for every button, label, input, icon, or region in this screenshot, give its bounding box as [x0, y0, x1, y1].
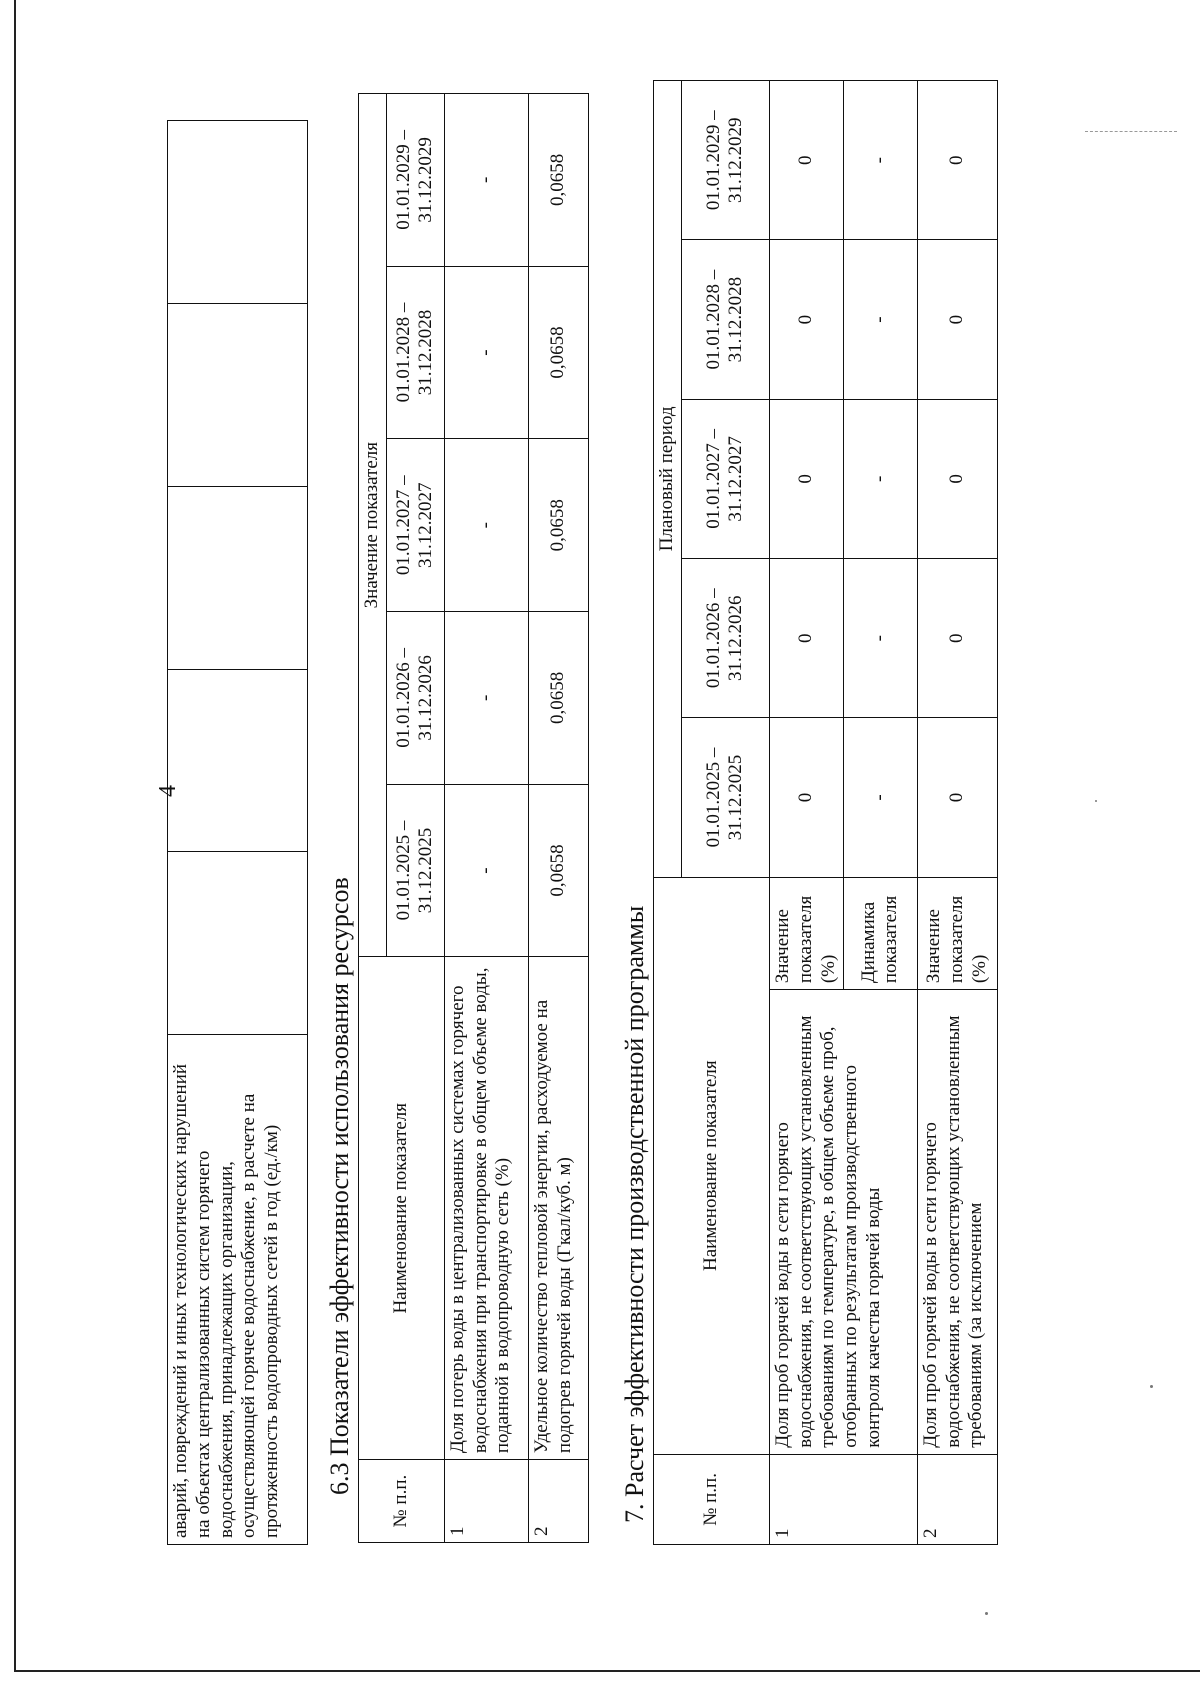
- continuation-text: аварий, повреждений и иных технологических нарушений на объектах централизованных систем горячего водоснабжения, принадлежащих организации, осуществляющей горячее водоснабжение, в расчете на протяженность водопроводных сетей в год (ед./км): [168, 1035, 308, 1545]
- period-header: 01.01.2025 – 31.12.2025: [681, 718, 769, 877]
- value-cell: 0,0658: [528, 266, 588, 439]
- row-number: 1: [769, 1454, 917, 1544]
- value-cell: 0: [769, 559, 843, 718]
- period-header: 01.01.2029 – 31.12.2029: [386, 94, 444, 267]
- rotated-page: [155, 33, 1200, 1545]
- table-row: [769, 81, 843, 1545]
- period-header: 01.01.2026 – 31.12.2026: [681, 559, 769, 718]
- row-name: Удельное количество тепловой энергии, расходуемое на подогрев горячей воды (Гкал/куб. м): [528, 957, 588, 1460]
- row-number: 2: [528, 1460, 588, 1543]
- period-header: 01.01.2029 – 31.12.2029: [681, 81, 769, 240]
- value-cell: 0: [917, 399, 997, 558]
- sub-label: Динамика показателя: [843, 877, 917, 990]
- col-plan-header: Плановый период: [654, 81, 682, 878]
- row-name: Доля проб горячей воды в сети горячего водоснабжения, не соответствующих установленным требованиям по температуре, в общем объеме проб, отобранных по результатам производственного контроля качества горячей воды: [769, 990, 917, 1455]
- period-header: 01.01.2025 – 31.12.2025: [386, 784, 444, 957]
- value-cell: 0: [769, 240, 843, 399]
- value-cell: 0: [917, 718, 997, 877]
- page-number: 4: [155, 785, 181, 797]
- empty-cell: [168, 486, 308, 669]
- table-row: [528, 94, 588, 1543]
- period-header: 01.01.2028 – 31.12.2028: [681, 240, 769, 399]
- value-cell: 0,0658: [528, 439, 588, 612]
- continuation-table: [167, 120, 308, 1545]
- table-row: [917, 81, 997, 1545]
- sub-label: Значение показателя (%): [769, 877, 843, 990]
- empty-cell: [168, 121, 308, 304]
- empty-cell: [168, 852, 308, 1035]
- row-number: 1: [444, 1460, 528, 1543]
- value-cell: 0,0658: [528, 612, 588, 785]
- scan-speck: [985, 1612, 988, 1615]
- value-cell: 0: [769, 399, 843, 558]
- production-program-table: [653, 80, 998, 1545]
- value-cell: -: [444, 94, 528, 267]
- row-name: Доля проб горячей воды в сети горячего водоснабжения, не соответствующих установленным требованиям (за исключением: [917, 990, 997, 1455]
- sub-label: Значение показателя (%): [917, 877, 997, 990]
- table-row: [444, 94, 528, 1543]
- row-name: Доля потерь воды в централизованных системах горячего водоснабжения при транспортировке в общем объеме воды, поданной в водопроводную сеть (%): [444, 957, 528, 1460]
- value-cell: -: [843, 718, 917, 877]
- value-cell: 0,0658: [528, 784, 588, 957]
- value-cell: 0: [917, 81, 997, 240]
- value-cell: 0,0658: [528, 94, 588, 267]
- col-name-header: Наименование показателя: [359, 957, 445, 1460]
- value-cell: -: [843, 399, 917, 558]
- section-7-title: 7. Расчет эффективности производственной программы: [620, 905, 649, 1523]
- row-number: 2: [917, 1454, 997, 1544]
- empty-cell: [168, 669, 308, 852]
- value-cell: 0: [917, 240, 997, 399]
- resource-efficiency-table: [358, 93, 589, 1543]
- col-num-header: № п.п.: [654, 1454, 770, 1544]
- period-header: 01.01.2027 – 31.12.2027: [386, 439, 444, 612]
- page-bottom-border: [14, 1670, 1200, 1672]
- period-header: 01.01.2026 – 31.12.2026: [386, 612, 444, 785]
- col-num-header: № п.п.: [359, 1460, 445, 1543]
- value-cell: -: [843, 240, 917, 399]
- period-header: 01.01.2027 – 31.12.2027: [681, 399, 769, 558]
- value-cell: -: [843, 559, 917, 718]
- value-cell: -: [843, 81, 917, 240]
- value-cell: 0: [769, 718, 843, 877]
- value-cell: 0: [769, 81, 843, 240]
- empty-cell: [168, 303, 308, 486]
- section-63-title: 6.3 Показатели эффективности использования ресурсов: [325, 877, 354, 1495]
- col-name-header: Наименование показателя: [654, 877, 770, 1454]
- col-value-header: Значение показателя: [359, 94, 387, 957]
- value-cell: -: [444, 612, 528, 785]
- value-cell: -: [444, 439, 528, 612]
- value-cell: 0: [917, 559, 997, 718]
- value-cell: -: [444, 784, 528, 957]
- page-left-border: [14, 0, 16, 1672]
- period-header: 01.01.2028 – 31.12.2028: [386, 266, 444, 439]
- value-cell: -: [444, 266, 528, 439]
